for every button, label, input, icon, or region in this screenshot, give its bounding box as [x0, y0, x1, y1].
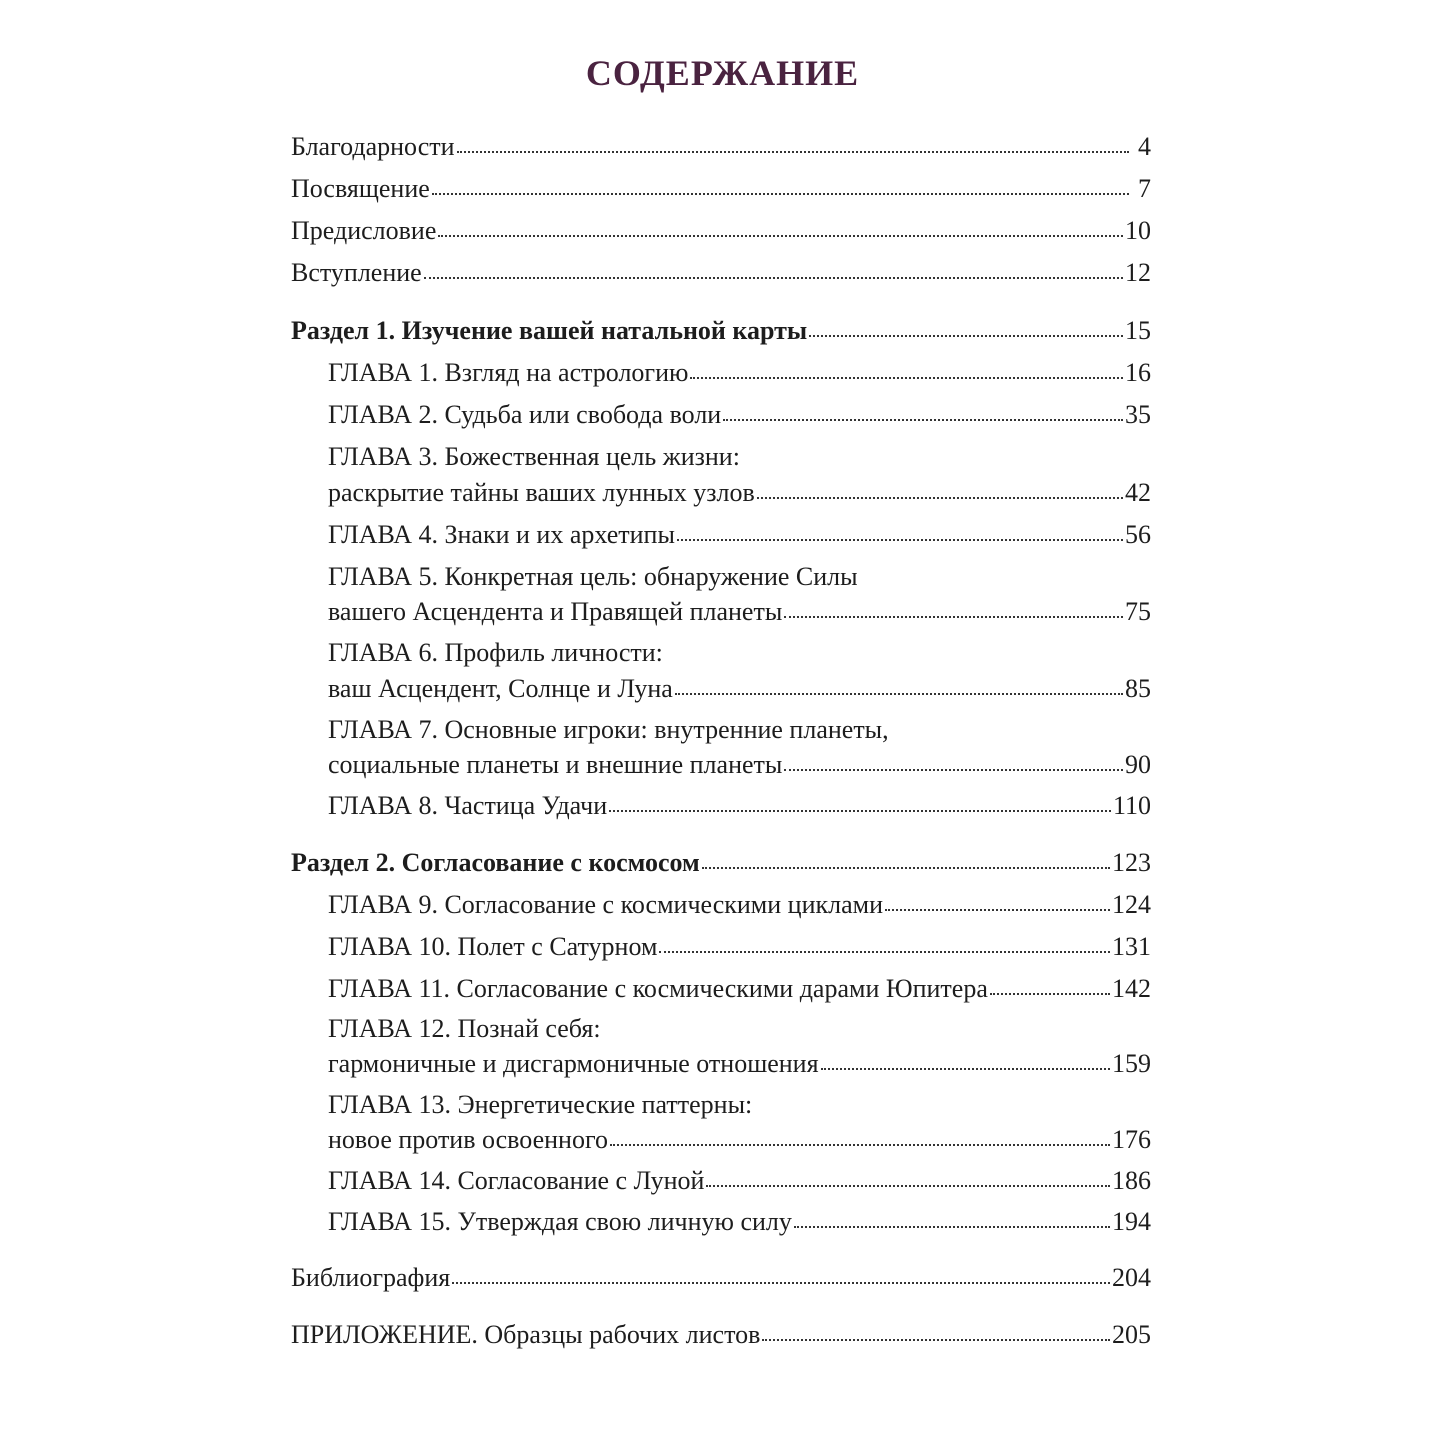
toc-entry-label: Вступление: [291, 258, 422, 287]
toc-page-number: 186: [1112, 1166, 1151, 1195]
dot-leader: [675, 689, 1123, 695]
toc-entry-label: гармоничные и дисгармоничные отношения: [328, 1049, 819, 1078]
toc-chapter-4[interactable]: [328, 520, 1151, 550]
toc-page-number: 42: [1125, 478, 1151, 507]
toc-page-number: 15: [1125, 316, 1151, 345]
dot-leader: [885, 905, 1110, 911]
toc-section-label: Раздел 2. Согласование с космосом: [291, 848, 700, 877]
dot-leader: [452, 1278, 1110, 1284]
toc-page-number: 142: [1112, 974, 1151, 1003]
toc-chapter-14[interactable]: [328, 1166, 1151, 1196]
toc-entry-appendix[interactable]: [291, 1320, 1151, 1350]
toc-chapter-12-title[interactable]: ГЛАВА 12. Познай себя:: [328, 1014, 601, 1043]
dot-leader: [809, 331, 1123, 337]
toc-chapter-7[interactable]: [328, 750, 1151, 780]
toc-chapter-5[interactable]: [328, 597, 1151, 627]
dot-leader: [784, 612, 1123, 618]
toc-entry-label: ГЛАВА 1. Взгляд на астрологию: [328, 358, 689, 387]
toc-entry-label: Посвящение: [291, 174, 430, 203]
dot-leader: [677, 535, 1123, 541]
toc-entry-bibliography[interactable]: [291, 1263, 1151, 1293]
toc-page-number: 85: [1125, 674, 1151, 703]
toc-chapter-10[interactable]: [328, 932, 1151, 962]
toc-page-number: 7: [1138, 174, 1151, 203]
toc-entry-label: ГЛАВА 15. Утверждая свою личную силу: [328, 1207, 792, 1236]
toc-entry-label: Библиография: [291, 1263, 451, 1292]
dot-leader: [457, 147, 1129, 153]
dot-leader: [821, 1064, 1110, 1070]
toc-entry-acknowledgements[interactable]: [291, 132, 1151, 162]
toc-page-number: 10: [1125, 216, 1151, 245]
dot-leader: [609, 806, 1111, 812]
dot-leader: [659, 947, 1110, 953]
toc-page-number: 56: [1125, 520, 1151, 549]
toc-chapter-2[interactable]: [328, 400, 1151, 430]
toc-chapter-15[interactable]: [328, 1207, 1151, 1237]
toc-chapter-1[interactable]: [328, 358, 1151, 388]
toc-chapter-8[interactable]: [328, 791, 1151, 821]
toc-page-number: 16: [1125, 358, 1151, 387]
toc-chapter-12[interactable]: [328, 1049, 1151, 1079]
toc-page-number: 12: [1125, 258, 1151, 287]
toc-chapter-6[interactable]: [328, 674, 1151, 704]
toc-entry-label: ГЛАВА 10. Полет с Сатурном: [328, 932, 658, 961]
toc-page-number: 124: [1112, 890, 1151, 919]
toc-entry-label: раскрытие тайны ваших лунных узлов: [328, 478, 755, 507]
toc-chapter-3[interactable]: [328, 478, 1151, 508]
toc-chapter-13-title[interactable]: ГЛАВА 13. Энергетические паттерны:: [328, 1090, 753, 1119]
dot-leader: [762, 1335, 1110, 1341]
toc-entry-label: ГЛАВА 4. Знаки и их архетипы: [328, 520, 675, 549]
toc-entry-preface[interactable]: [291, 216, 1151, 246]
dot-leader: [784, 765, 1123, 771]
toc-entry-label: ГЛАВА 14. Согласование с Луной: [328, 1166, 705, 1195]
toc-page-number: 205: [1112, 1320, 1151, 1349]
toc-section-2[interactable]: [291, 848, 1151, 878]
dot-leader: [706, 1181, 1110, 1187]
page-title: СОДЕРЖАНИЕ: [585, 53, 860, 93]
toc-chapter-13[interactable]: [328, 1125, 1151, 1155]
toc-entry-introduction[interactable]: [291, 258, 1151, 288]
toc-page-number: 90: [1125, 750, 1151, 779]
toc-chapter-3-title[interactable]: ГЛАВА 3. Божественная цель жизни:: [328, 442, 740, 471]
toc-page-number: 35: [1125, 400, 1151, 429]
toc-page-number: 204: [1112, 1263, 1151, 1292]
toc-page-number: 131: [1112, 932, 1151, 961]
dot-leader: [794, 1222, 1110, 1228]
dot-leader: [424, 273, 1123, 279]
toc-page-number: 75: [1125, 597, 1151, 626]
toc-entry-label: ГЛАВА 11. Согласование с космическими дарами Юпитера: [328, 974, 988, 1003]
toc-chapter-11[interactable]: [328, 974, 1151, 1004]
toc-page-number: 194: [1112, 1207, 1151, 1236]
dot-leader: [610, 1140, 1110, 1146]
toc-entry-label: вашего Асцендента и Правящей планеты: [328, 597, 783, 626]
dot-leader: [723, 415, 1123, 421]
toc-section-label: Раздел 1. Изучение вашей натальной карты: [291, 316, 808, 345]
dot-leader: [757, 493, 1123, 499]
toc-page-number: 123: [1112, 848, 1151, 877]
toc-section-1[interactable]: [291, 316, 1151, 346]
toc-chapter-5-title[interactable]: ГЛАВА 5. Конкретная цель: обнаружение Силы: [328, 562, 858, 591]
toc-chapter-7-title[interactable]: ГЛАВА 7. Основные игроки: внутренние планеты,: [328, 715, 889, 744]
dot-leader: [702, 863, 1110, 869]
dot-leader: [690, 373, 1123, 379]
dot-leader: [990, 989, 1110, 995]
toc-entry-label: ГЛАВА 8. Частица Удачи: [328, 791, 608, 820]
toc-entry-label: ПРИЛОЖЕНИЕ. Образцы рабочих листов: [291, 1320, 761, 1349]
dot-leader: [438, 231, 1123, 237]
toc-chapter-9[interactable]: [328, 890, 1151, 920]
toc-page-number: 110: [1112, 791, 1151, 820]
toc-entry-label: Благодарности: [291, 132, 455, 161]
toc-chapter-6-title[interactable]: ГЛАВА 6. Профиль личности:: [328, 638, 663, 667]
toc-entry-label: ГЛАВА 9. Согласование с космическими циклами: [328, 890, 884, 919]
toc-page-number: 176: [1112, 1125, 1151, 1154]
toc-page-number: 4: [1138, 132, 1151, 161]
toc-entry-label: ГЛАВА 2. Судьба или свобода воли: [328, 400, 722, 429]
toc-entry-label: социальные планеты и внешние планеты: [328, 750, 783, 779]
toc-entry-dedication[interactable]: [291, 174, 1151, 204]
toc-page-number: 159: [1112, 1049, 1151, 1078]
dot-leader: [432, 189, 1129, 195]
toc-entry-label: Предисловие: [291, 216, 437, 245]
toc-entry-label: ваш Асцендент, Солнце и Луна: [328, 674, 673, 703]
toc-entry-label: новое против освоенного: [328, 1125, 608, 1154]
